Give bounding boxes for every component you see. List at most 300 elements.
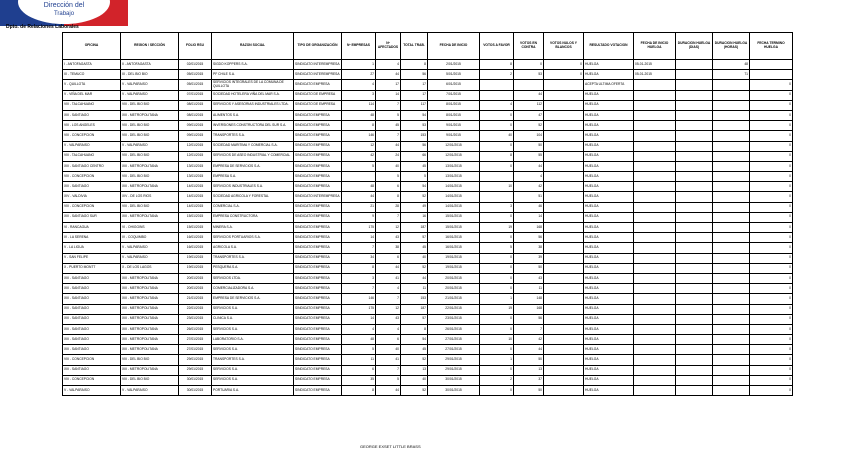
table-cell: 57	[401, 314, 428, 324]
table-cell: 4	[376, 284, 401, 294]
table-cell: XIII - METROPOLITANA	[121, 161, 179, 171]
table-row	[63, 355, 793, 365]
table-cell: PF CHILE S.A.	[212, 70, 294, 80]
table-cell: 44	[514, 345, 544, 355]
table-cell: 12/01/2015	[179, 151, 212, 161]
table-row	[63, 304, 793, 314]
table-cell	[544, 151, 584, 161]
table-row	[63, 172, 793, 182]
table-cell	[676, 110, 713, 120]
table-cell	[676, 284, 713, 294]
table-cell: SINDICATO EMPRESA	[294, 253, 342, 263]
table-cell: 0	[544, 60, 584, 70]
table-cell: 0	[480, 263, 514, 273]
institution-logo	[0, 0, 128, 26]
table-cell: LABORATORIO S.A.	[212, 335, 294, 345]
table-cell: V - VALPARAISO	[121, 141, 179, 151]
table-cell: HUELGA	[584, 243, 634, 253]
table-cell: 8	[401, 324, 428, 334]
table-row	[63, 202, 793, 212]
table-cell: HUELGA	[584, 365, 634, 375]
table-cell	[676, 80, 713, 90]
table-cell: 0	[480, 314, 514, 324]
table-cell: IX - DEL BIO BIO	[121, 70, 179, 80]
table-cell: 56	[401, 70, 428, 80]
table-cell: SOCIEDAD HOTELERA VIÑA DEL MAR S.A.	[212, 90, 294, 100]
table-cell: 29/01/2015	[428, 355, 480, 365]
table-cell: 44	[376, 263, 401, 273]
table-cell	[713, 386, 750, 396]
table-cell: V - VALPARAISO	[121, 243, 179, 253]
table-cell: 54	[401, 335, 428, 345]
table-cell	[544, 345, 584, 355]
table-cell: SINDICATO EMPRESA	[294, 314, 342, 324]
table-cell: SINDICATO INTEREMPRESA	[294, 60, 342, 70]
table-cell: SERVICIOS S.A.	[212, 375, 294, 385]
table-cell: 6/01/2015	[428, 80, 480, 90]
table-cell: 20/01/2015	[428, 273, 480, 283]
table-cell: ALIMENTOS S.A.	[212, 110, 294, 120]
table-row	[63, 263, 793, 273]
column-header: TIPO DE ORGANIZACIÓN	[294, 33, 342, 60]
table-cell	[676, 365, 713, 375]
table-cell: HUELGA	[584, 60, 634, 70]
table-cell: XIII - SANTIAGO	[63, 365, 121, 375]
table-cell: 0	[750, 345, 793, 355]
table-cell	[676, 141, 713, 151]
column-header: RAZON SOCIAL	[212, 33, 294, 60]
table-cell	[544, 212, 584, 222]
table-cell: 19	[480, 223, 514, 233]
logo-text-line2: Trabajo	[53, 11, 75, 17]
table-cell	[713, 263, 750, 273]
table-cell	[713, 233, 750, 243]
table-cell: HUELGA	[584, 192, 634, 202]
table-cell: 40	[376, 161, 401, 171]
table-cell: 20/01/2015	[179, 273, 212, 283]
table-cell: XIII - SANTIAGO	[63, 345, 121, 355]
table-cell: COMERCIAL S.A.	[212, 202, 294, 212]
table-cell: 168	[514, 223, 544, 233]
table-cell	[676, 90, 713, 100]
table-cell	[634, 375, 676, 385]
table-cell: 08/01/2015	[179, 100, 212, 110]
table-cell: SERVICIOS LTDA.	[212, 273, 294, 283]
table-cell: 0	[480, 161, 514, 171]
table-cell: V - VALPARAISO	[121, 90, 179, 100]
table-cell: V - VIÑA DEL MAR	[63, 90, 121, 100]
table-cell	[634, 121, 676, 131]
table-cell: 46	[514, 202, 544, 212]
table-cell: 50	[514, 141, 544, 151]
table-cell: SERVICIOS S.A.	[212, 324, 294, 334]
column-header: FECHA TERMINO HUELGA	[750, 33, 793, 60]
table-cell	[676, 273, 713, 283]
table-cell: 66	[401, 151, 428, 161]
table-cell: SINDICATO EMPRESA	[294, 386, 342, 396]
table-cell: 13	[514, 365, 544, 375]
table-cell: TRANSPORTES S.A.	[212, 131, 294, 141]
table-cell	[713, 243, 750, 253]
table-cell: 4	[342, 80, 376, 90]
table-cell: 8	[342, 386, 376, 396]
table-cell: 153	[401, 294, 428, 304]
table-cell: 13/01/2015	[179, 161, 212, 171]
table-cell: HUELGA	[584, 386, 634, 396]
column-header: DURACION HUELGA (HORAS)	[713, 33, 750, 60]
table-cell	[676, 263, 713, 273]
table-cell: 6	[376, 182, 401, 192]
table-cell: 0	[480, 121, 514, 131]
table-cell: XIII - METROPOLITANA	[121, 182, 179, 192]
table-cell	[713, 131, 750, 141]
table-cell	[634, 345, 676, 355]
table-cell	[713, 314, 750, 324]
table-cell: 15/01/2015	[428, 212, 480, 222]
table-cell: 5	[401, 172, 428, 182]
table-cell: 30/01/2015	[179, 386, 212, 396]
table-cell: 21/01/2015	[179, 294, 212, 304]
table-cell: HUELGA	[584, 304, 634, 314]
table-cell: 11	[401, 284, 428, 294]
table-cell	[634, 223, 676, 233]
table-row	[63, 192, 793, 202]
table-cell: SINDICATO DE EMPRESA	[294, 100, 342, 110]
table-cell: 0	[750, 223, 793, 233]
table-cell: 117	[401, 100, 428, 110]
table-cell: VIII - CONCEPCION	[63, 355, 121, 365]
table-cell: 27/01/2015	[179, 345, 212, 355]
table-cell: 8	[401, 60, 428, 70]
table-cell	[676, 304, 713, 314]
table-cell: AGRICOLA S.A.	[212, 243, 294, 253]
table-cell: 44	[376, 70, 401, 80]
table-cell: VI - OHIGGINS	[121, 223, 179, 233]
table-cell: SINDICATO EMPRESA	[294, 172, 342, 182]
table-cell: HUELGA	[584, 131, 634, 141]
table-cell: 4	[480, 100, 514, 110]
table-cell: V - VALPARAISO	[121, 80, 179, 90]
table-cell: 35	[342, 375, 376, 385]
table-cell: SERVICIOS PORTUARIOS S.A.	[212, 233, 294, 243]
table-cell: 0	[514, 60, 544, 70]
table-cell: SINDICATO EMPRESA	[294, 294, 342, 304]
table-cell: 9	[342, 212, 376, 222]
table-cell	[544, 202, 584, 212]
table-cell: 39	[514, 253, 544, 263]
table-cell: 14	[514, 212, 544, 222]
table-cell: 48	[342, 182, 376, 192]
table-cell: XIII - SANTIAGO	[63, 314, 121, 324]
table-cell: 44	[514, 90, 544, 100]
table-cell	[713, 110, 750, 120]
table-cell: 6	[376, 335, 401, 345]
table-cell	[676, 375, 713, 385]
table-cell: 14/01/2015	[428, 182, 480, 192]
table-cell: 0	[480, 345, 514, 355]
table-cell	[713, 294, 750, 304]
table-cell: SERVICIOS INDUSTRIALES S.A.	[212, 182, 294, 192]
table-row	[63, 100, 793, 110]
table-cell: 12	[376, 223, 401, 233]
table-cell	[676, 386, 713, 396]
table-cell: 8	[480, 151, 514, 161]
table-cell	[713, 335, 750, 345]
table-cell: SINDICATO EMPRESA	[294, 202, 342, 212]
table-cell: 0	[480, 212, 514, 222]
table-cell	[634, 151, 676, 161]
table-cell	[634, 365, 676, 375]
table-cell: 16	[401, 212, 428, 222]
table-cell: 29/01/2015	[179, 355, 212, 365]
table-cell: II - ANTOFAGASTA	[121, 60, 179, 70]
table-cell: 28	[376, 202, 401, 212]
table-cell: 6	[342, 365, 376, 375]
table-row	[63, 345, 793, 355]
table-cell	[676, 202, 713, 212]
table-cell: 44	[376, 386, 401, 396]
table-cell	[634, 100, 676, 110]
table-cell: 9/01/2015	[428, 121, 480, 131]
table-cell: 19/01/2015	[428, 253, 480, 263]
table-cell	[634, 131, 676, 141]
table-cell: VIII - CONCEPCION	[63, 202, 121, 212]
table-cell	[676, 233, 713, 243]
table-cell: 52	[401, 192, 428, 202]
table-cell	[713, 253, 750, 263]
table-cell: 27/01/2015	[179, 335, 212, 345]
table-cell: 52	[401, 355, 428, 365]
table-cell: 146	[342, 131, 376, 141]
table-cell: 0	[750, 202, 793, 212]
table-row	[63, 253, 793, 263]
table-cell: SERVICIOS S.A.	[212, 365, 294, 375]
table-cell	[544, 110, 584, 120]
table-cell: 0	[750, 100, 793, 110]
table-cell: 24	[376, 151, 401, 161]
table-cell: XIII - SANTIAGO	[63, 273, 121, 283]
table-cell: 48	[713, 60, 750, 70]
table-cell: 47	[514, 110, 544, 120]
table-cell	[544, 304, 584, 314]
table-cell: 71	[713, 70, 750, 80]
table-cell: 0	[480, 273, 514, 283]
table-cell: 44	[342, 192, 376, 202]
table-cell: 45	[401, 161, 428, 171]
table-cell: 26/01/2015	[179, 324, 212, 334]
table-cell	[544, 253, 584, 263]
table-cell: 16/01/2015	[179, 233, 212, 243]
table-cell: SINDICATO EMPRESA	[294, 324, 342, 334]
table-cell: HUELGA	[584, 202, 634, 212]
column-header: TOTAL TRAB.	[401, 33, 428, 60]
table-cell: 56	[401, 141, 428, 151]
table-cell	[544, 161, 584, 171]
table-cell: 12/01/2015	[428, 141, 480, 151]
table-cell	[713, 273, 750, 283]
table-cell: HUELGA	[584, 335, 634, 345]
table-cell: VIII - LOS ANGELES	[63, 121, 121, 131]
table-row	[63, 60, 793, 70]
table-cell	[634, 172, 676, 182]
table-cell: XIII - METROPOLITANA	[121, 273, 179, 283]
table-cell: 1	[480, 294, 514, 304]
table-cell: 0	[480, 324, 514, 334]
table-cell: SINDICATO EMPRESA	[294, 182, 342, 192]
table-cell: 52	[401, 386, 428, 396]
table-cell: 0	[750, 335, 793, 345]
table-cell: 37	[514, 375, 544, 385]
table-cell: 52	[514, 121, 544, 131]
table-cell: HUELGA	[584, 121, 634, 131]
table-cell	[480, 90, 514, 100]
table-cell: 7	[376, 212, 401, 222]
table-row	[63, 141, 793, 151]
table-cell	[634, 110, 676, 120]
table-cell: HUELGA	[584, 223, 634, 233]
table-cell: HUELGA	[584, 284, 634, 294]
table-cell: 1	[342, 60, 376, 70]
table-cell: X - PUERTO MONTT	[63, 263, 121, 273]
table-cell	[676, 192, 713, 202]
table-cell: 12/01/2015	[428, 151, 480, 161]
table-row	[63, 233, 793, 243]
table-cell: SINDICATO INTEREMPRESA	[294, 192, 342, 202]
table-cell: PORTUARIA S.A.	[212, 386, 294, 396]
table-cell	[713, 100, 750, 110]
table-cell	[713, 284, 750, 294]
table-cell: SINDICATO EMPRESA	[294, 161, 342, 171]
table-cell: 56	[514, 314, 544, 324]
table-cell	[634, 90, 676, 100]
table-cell	[713, 182, 750, 192]
table-cell: SINDICATO EMPRESA	[294, 375, 342, 385]
table-cell: SINDICATO DE EMPRESA	[294, 90, 342, 100]
column-header: RESULTADO VOTACION	[584, 33, 634, 60]
table-cell	[634, 355, 676, 365]
logo-text-line1: Dirección del	[43, 2, 85, 9]
table-cell: XIII - METROPOLITANA	[121, 304, 179, 314]
table-cell: SINDICATO EMPRESA	[294, 335, 342, 345]
table-row	[63, 212, 793, 222]
table-cell: 0	[750, 80, 793, 90]
table-cell	[713, 365, 750, 375]
table-cell	[713, 80, 750, 90]
table-cell: 19/01/2015	[179, 253, 212, 263]
table-cell: VIII - TALCAHUANO	[63, 100, 121, 110]
table-cell: EMPRESA S.A.	[212, 172, 294, 182]
table-cell: XIII - METROPOLITANA	[121, 284, 179, 294]
table-cell: 10	[480, 335, 514, 345]
table-cell: 43	[376, 314, 401, 324]
table-cell: 53	[514, 70, 544, 80]
table-cell	[544, 314, 584, 324]
table-cell: 20/01/2015	[428, 284, 480, 294]
table-cell: 0	[480, 233, 514, 243]
footer-text: GEORGE EXSET LITTLE BRASS	[360, 444, 421, 449]
table-cell: HUELGA	[584, 100, 634, 110]
table-cell: VI - RANCAGUA	[63, 223, 121, 233]
table-row	[63, 335, 793, 345]
table-cell: TRANSPORTES S.A.	[212, 355, 294, 365]
table-cell: 27/01/2015	[428, 345, 480, 355]
table-cell	[634, 182, 676, 192]
table-cell	[713, 121, 750, 131]
table-cell: 4	[514, 172, 544, 182]
table-cell: 14/01/2015	[179, 192, 212, 202]
table-cell: HUELGA	[584, 314, 634, 324]
table-cell: HUELGA	[584, 161, 634, 171]
table-cell	[634, 284, 676, 294]
table-cell: 19/01/2015	[179, 263, 212, 273]
table-cell: 05-01-2015	[634, 60, 676, 70]
table-cell: 0	[750, 182, 793, 192]
column-header: FOLIO RSU	[179, 33, 212, 60]
table-cell: 40	[401, 375, 428, 385]
table-cell: 14	[342, 314, 376, 324]
table-cell: 26/01/2015	[428, 324, 480, 334]
table-cell: 0	[750, 192, 793, 202]
table-cell: SOCIEDAD MARITIMA Y COMERCIAL S.A.	[212, 141, 294, 151]
table-cell	[544, 121, 584, 131]
table-cell	[634, 202, 676, 212]
table-cell: EMPRESA CONSTRUCTORA	[212, 212, 294, 222]
table-cell: 29/01/2015	[428, 365, 480, 375]
table-cell	[342, 172, 376, 182]
table-cell: XIII - METROPOLITANA	[121, 365, 179, 375]
table-cell: SINDICATO EMPRESA	[294, 110, 342, 120]
table-cell: 23/01/2015	[179, 314, 212, 324]
table-cell: 23/01/2015	[428, 314, 480, 324]
table-cell	[676, 223, 713, 233]
table-cell: XIII - SANTIAGO	[63, 110, 121, 120]
table-row	[63, 243, 793, 253]
table-cell: SINDICATO EMPRESA	[294, 243, 342, 253]
table-cell	[713, 304, 750, 314]
table-cell	[634, 335, 676, 345]
table-cell: 42	[514, 182, 544, 192]
table-cell: HUELGA	[584, 345, 634, 355]
table-cell: 12	[342, 141, 376, 151]
table-cell: XIII - METROPOLITANA	[121, 345, 179, 355]
table-cell: 02/01/2015	[179, 60, 212, 70]
table-cell: IX - TEMUCO	[63, 70, 121, 80]
table-cell: 05/01/2015	[179, 80, 212, 90]
table-cell: 5	[342, 345, 376, 355]
table-cell: V - VALPARAISO	[121, 253, 179, 263]
table-cell: HUELGA	[584, 355, 634, 365]
table-cell	[713, 90, 750, 100]
table-cell	[480, 192, 514, 202]
table-cell: SINDICATO EMPRESA	[294, 151, 342, 161]
table-cell	[544, 324, 584, 334]
table-row	[63, 131, 793, 141]
table-cell	[676, 161, 713, 171]
table-cell: 0	[750, 131, 793, 141]
table-cell: 15/01/2015	[179, 212, 212, 222]
table-cell: 49	[401, 202, 428, 212]
table-row	[63, 70, 793, 80]
table-cell	[544, 335, 584, 345]
table-cell: 0	[750, 355, 793, 365]
table-cell: 30/01/2015	[428, 375, 480, 385]
table-cell	[713, 161, 750, 171]
table-cell	[634, 141, 676, 151]
table-cell: 7	[376, 100, 401, 110]
table-cell: V - SAN FELIPE	[63, 253, 121, 263]
table-cell: 0	[750, 172, 793, 182]
table-cell: SINDICATO EMPRESA	[294, 355, 342, 365]
